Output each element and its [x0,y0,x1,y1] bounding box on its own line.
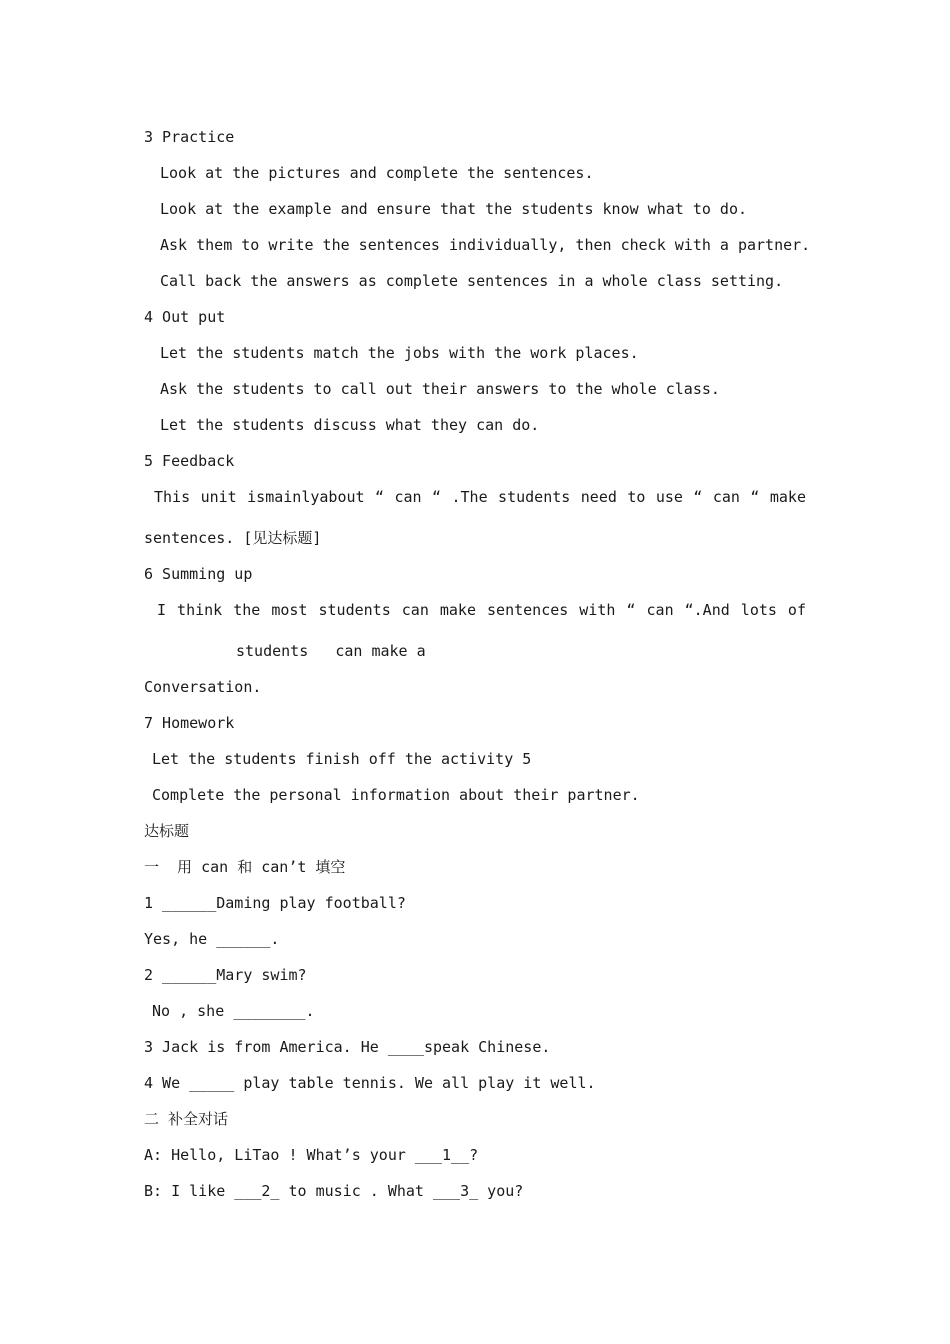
text-line: This unit ismainlyabout “ can “ .The students need to use “ can “ make [154,488,806,506]
text-line: Let the students discuss what they can do. [160,416,540,434]
text-line: Let the students finish off the activity 5 [152,750,532,768]
dialogue-line: B: I like ___2_ to music . What ___3_ you? [144,1182,524,1200]
text-line: students can make a [236,642,426,660]
text-line: Look at the example and ensure that the students know what to do. [160,200,747,218]
text-line: Look at the pictures and complete the sentences. [160,164,594,182]
dialogue-line: A: Hello, LiTao ! What’s your ___1__? [144,1146,479,1164]
exercise-section-title: 一 用 can 和 can’t 填空 [144,858,346,876]
exercise-item: 2 ______Mary swim? [144,966,307,984]
exercise-item: No , she ________. [152,1002,315,1020]
text-line: Ask them to write the sentences individually, then check with a partner. [160,236,811,254]
exercise-item: 1 ______Daming play football? [144,894,406,912]
heading-exercises: 达标题 [144,822,190,840]
exercise-item: 4 We _____ play table tennis. We all play it well. [144,1074,596,1092]
heading-homework: 7 Homework [144,714,235,732]
exercise-section-title: 二 补全对话 [144,1110,229,1128]
heading-output: 4 Out put [144,308,226,326]
heading-summing-up: 6 Summing up [144,565,253,583]
exercise-item: Yes, he ______. [144,930,280,948]
text-line: sentences. [见达标题] [144,529,322,547]
text-line: Call back the answers as complete sentences in a whole class setting. [160,272,784,290]
text-line: Conversation. [144,678,262,696]
text-line: Complete the personal information about their partner. [152,786,640,804]
heading-practice: 3 Practice [144,128,235,146]
text-line: Let the students match the jobs with the work places. [160,344,639,362]
text-line: I think the most students can make sentences with “ can “.And lots of [157,601,806,619]
text-line: Ask the students to call out their answers to the whole class. [160,380,720,398]
heading-feedback: 5 Feedback [144,452,235,470]
exercise-item: 3 Jack is from America. He ____speak Chinese. [144,1038,551,1056]
